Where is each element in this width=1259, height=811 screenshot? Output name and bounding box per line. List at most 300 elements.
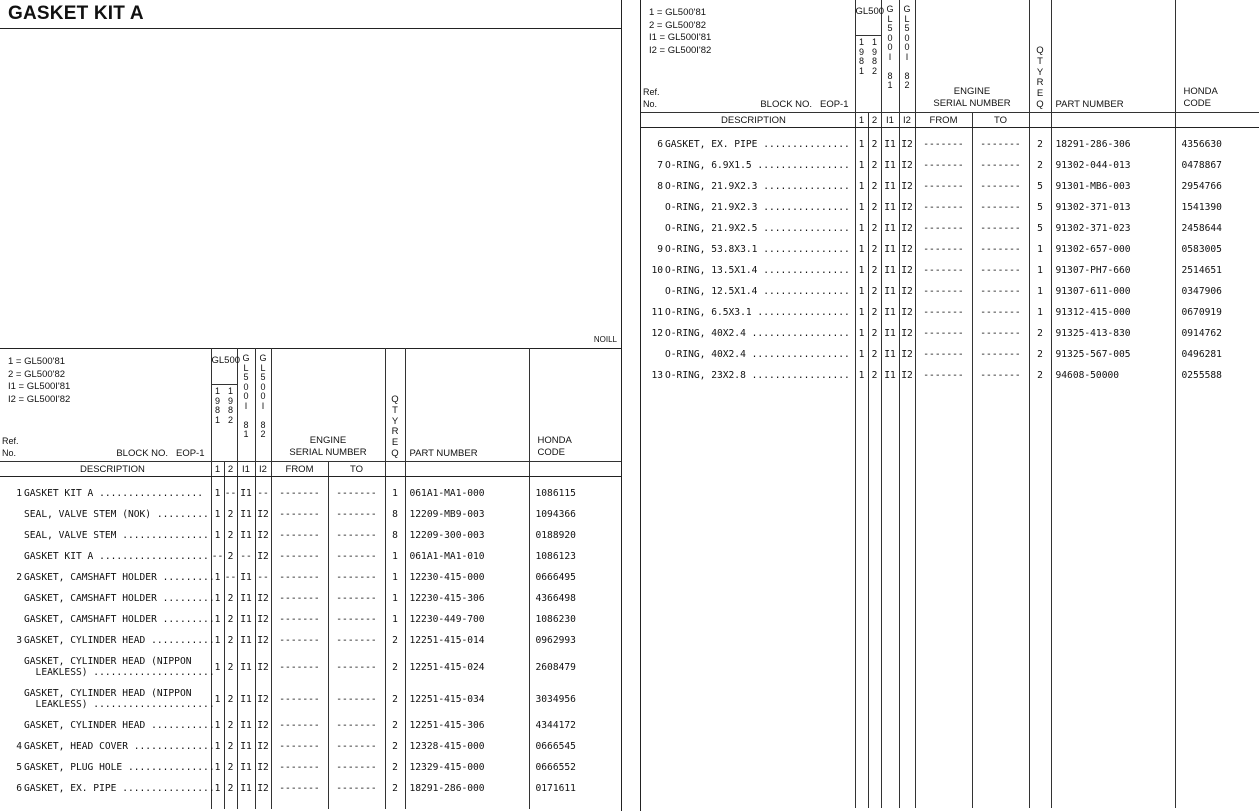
description-text: GASKET, CYLINDER HEAD (NIPPON: [24, 688, 192, 699]
quantity: 2: [1029, 323, 1051, 344]
model-gl500-header: [855, 0, 885, 113]
applies-gl500-81: 1: [211, 715, 224, 736]
model-gl500i-81-label: G L 5 0 0 I 8 1: [886, 4, 894, 90]
quantity: 2: [385, 630, 405, 651]
quantity: 1: [1029, 239, 1051, 260]
honda-code-header: [1175, 0, 1259, 113]
quantity: 1: [1029, 281, 1051, 302]
part-number: 91302-657-000: [1051, 239, 1175, 260]
page-title: GASKET KIT A: [8, 3, 144, 24]
to-header: TO: [328, 462, 385, 477]
part-number: 91302-044-013: [1051, 155, 1175, 176]
table-row: [641, 344, 1259, 365]
serial-to: -------: [972, 365, 1029, 386]
honda-code-col-header: [1175, 113, 1259, 128]
quantity: 2: [385, 736, 405, 757]
filler-cell: [385, 799, 405, 809]
applies-gl500-81: 1: [855, 281, 868, 302]
honda-code: 0670919: [1175, 302, 1259, 323]
serial-to: -------: [328, 609, 385, 630]
serial-from: -------: [271, 609, 328, 630]
quantity: 2: [385, 778, 405, 799]
req-label: R E Q: [391, 426, 399, 459]
applies-gl500-82: 2: [224, 736, 237, 757]
description-text: GASKET, HEAD COVER ..............: [24, 741, 215, 752]
to-header: TO: [972, 113, 1029, 128]
quantity: 2: [1029, 365, 1051, 386]
serial-to: -------: [972, 344, 1029, 365]
applies-gl500i-82: I2: [899, 281, 915, 302]
quantity: 2: [385, 715, 405, 736]
applies-gl500-81: 1: [211, 757, 224, 778]
ref-number: 7: [657, 160, 663, 171]
quantity: 1: [385, 483, 405, 504]
applies-gl500-81: 1: [855, 134, 868, 155]
applies-gl500-82: 2: [868, 197, 881, 218]
applies-gl500i-82: --: [255, 483, 271, 504]
filler-cell: [855, 386, 868, 808]
filler-cell: [915, 386, 972, 808]
applies-gl500i-81: I1: [237, 778, 255, 799]
description-text: GASKET KIT A ...................: [24, 551, 209, 562]
ref-no-header: Ref. No.: [2, 436, 19, 458]
table-row: [641, 281, 1259, 302]
quantity: 1: [1029, 260, 1051, 281]
table-row: [641, 218, 1259, 239]
description-text: O-RING, 40X2.4 .................: [665, 328, 850, 339]
applies-gl500i-81: I1: [237, 504, 255, 525]
quantity: 8: [385, 504, 405, 525]
table-row: [0, 588, 621, 609]
table-row: [641, 365, 1259, 386]
description-text: GASKET, CAMSHAFT HOLDER .........: [24, 614, 215, 625]
filler-cell: [868, 386, 881, 808]
part-number: 91312-415-000: [1051, 302, 1175, 323]
applies-gl500-81: 1: [855, 176, 868, 197]
applies-gl500i-81: I1: [881, 218, 899, 239]
description-text: SEAL, VALVE STEM ...............: [24, 530, 209, 541]
quantity: 1: [1029, 302, 1051, 323]
serial-to: -------: [972, 239, 1029, 260]
serial-to: -------: [972, 323, 1029, 344]
part-number: 061A1-MA1-000: [405, 483, 529, 504]
description-header: DESCRIPTION: [641, 113, 855, 128]
serial-to: -------: [328, 778, 385, 799]
applies-gl500i-82: I2: [255, 683, 271, 715]
part-number: 12230-449-700: [405, 609, 529, 630]
table-row: [641, 134, 1259, 155]
serial-from: -------: [915, 134, 972, 155]
table-row: [641, 260, 1259, 281]
year-1982: 1 9 8 2: [871, 37, 877, 76]
honda-code: 4344172: [529, 715, 621, 736]
applies-gl500i-81: I1: [881, 323, 899, 344]
col-2-header: 2: [224, 462, 237, 477]
ref-number: 3: [16, 635, 22, 646]
applies-gl500i-81: I1: [237, 588, 255, 609]
applies-gl500i-81: --: [237, 546, 255, 567]
header-description-block: [641, 0, 855, 113]
row-description: [0, 609, 215, 630]
qty-req-header: [1029, 0, 1051, 113]
model-gl500-label: GL500: [855, 6, 885, 17]
applies-gl500-81: 1: [211, 567, 224, 588]
header-description-block: [0, 349, 211, 462]
block-number: BLOCK NO. EOP-1: [760, 99, 849, 110]
honda-code: 2608479: [529, 651, 621, 683]
legend-line: 2 = GL500'82: [8, 368, 66, 380]
applies-gl500i-82: I2: [899, 197, 915, 218]
description-continuation: LEAKLESS) .....................: [24, 667, 215, 678]
applies-gl500i-82: I2: [899, 176, 915, 197]
col-i2-header: I2: [899, 113, 915, 128]
row-description: [0, 683, 215, 715]
description-text: O-RING, 21.9X2.5 ...............: [665, 223, 850, 234]
serial-from: -------: [271, 736, 328, 757]
table-row: [0, 567, 621, 588]
row-description: [641, 197, 855, 218]
applies-gl500-82: 2: [868, 365, 881, 386]
serial-from: -------: [271, 651, 328, 683]
legend-line: I1 = GL500I'81: [8, 381, 71, 392]
applies-gl500-82: 2: [224, 757, 237, 778]
applies-gl500i-81: I1: [237, 715, 255, 736]
applies-gl500i-82: I2: [899, 344, 915, 365]
applies-gl500-82: 2: [224, 651, 237, 683]
applies-gl500-82: 2: [868, 239, 881, 260]
serial-to: -------: [328, 715, 385, 736]
col-1-header: 1: [211, 462, 224, 477]
col-2-header: 2: [868, 113, 881, 128]
honda-code-label: HONDA CODE: [1183, 86, 1218, 109]
filler-cell: [899, 386, 915, 808]
table-row: [641, 197, 1259, 218]
description-text: GASKET, EX. PIPE ................: [24, 783, 215, 794]
model-gl500i-82-label: G L 5 0 0 I 8 2: [259, 353, 267, 439]
applies-gl500-81: 1: [211, 525, 224, 546]
honda-code: 2458644: [1175, 218, 1259, 239]
applies-gl500i-82: I2: [255, 778, 271, 799]
filler-cell: [1051, 386, 1175, 808]
applies-gl500-81: 1: [211, 609, 224, 630]
col-1-header: 1: [855, 113, 868, 128]
part-number: 12209-MB9-003: [405, 504, 529, 525]
ref-number: 5: [16, 762, 22, 773]
applies-gl500i-82: I2: [899, 155, 915, 176]
serial-from: -------: [915, 344, 972, 365]
applies-gl500-82: 2: [868, 260, 881, 281]
applies-gl500i-81: I1: [881, 344, 899, 365]
applies-gl500-82: 2: [868, 218, 881, 239]
model-legend: [649, 7, 711, 57]
serial-from: -------: [915, 197, 972, 218]
part-number: 94608-50000: [1051, 365, 1175, 386]
table-row: [0, 757, 621, 778]
part-number-header: [1051, 0, 1175, 113]
applies-gl500i-82: I2: [255, 588, 271, 609]
applies-gl500i-82: I2: [899, 260, 915, 281]
part-number: 91307-611-000: [1051, 281, 1175, 302]
parts-table: [641, 0, 1259, 808]
honda-code: 1086230: [529, 609, 621, 630]
table-row: [0, 651, 621, 683]
applies-gl500-81: 1: [855, 302, 868, 323]
applies-gl500-82: 2: [224, 504, 237, 525]
model-divider: [856, 35, 881, 36]
description-text: O-RING, 53.8X3.1 ...............: [665, 244, 850, 255]
table-row: [0, 630, 621, 651]
applies-gl500i-82: I2: [255, 736, 271, 757]
row-description: [0, 630, 215, 651]
part-number: 12251-415-306: [405, 715, 529, 736]
table-row: [0, 683, 621, 715]
serial-to: -------: [328, 757, 385, 778]
filler-cell: [255, 799, 271, 809]
serial-to: -------: [328, 567, 385, 588]
row-description: [641, 155, 855, 176]
applies-gl500i-82: I2: [255, 757, 271, 778]
honda-code: 0914762: [1175, 323, 1259, 344]
quantity: 5: [1029, 176, 1051, 197]
col-i1-header: I1: [237, 462, 255, 477]
serial-to: -------: [972, 176, 1029, 197]
honda-code: 0666495: [529, 567, 621, 588]
table-row: [0, 483, 621, 504]
serial-from: -------: [271, 567, 328, 588]
applies-gl500i-81: I1: [881, 260, 899, 281]
engine-serial-header: [915, 0, 1029, 113]
ref-number: 11: [651, 307, 663, 318]
applies-gl500i-81: I1: [237, 483, 255, 504]
table-row: [641, 155, 1259, 176]
row-description: [641, 281, 855, 302]
quantity: 1: [385, 546, 405, 567]
part-number: 91325-413-830: [1051, 323, 1175, 344]
applies-gl500-82: 2: [224, 715, 237, 736]
serial-to: -------: [972, 302, 1029, 323]
applies-gl500i-81: I1: [237, 651, 255, 683]
honda-code-label: HONDA CODE: [537, 435, 572, 458]
description-text: O-RING, 13.5X1.4 ...............: [665, 265, 850, 276]
serial-from: -------: [271, 757, 328, 778]
part-number: 061A1-MA1-010: [405, 546, 529, 567]
filler-cell: [641, 386, 855, 808]
applies-gl500-82: 2: [868, 134, 881, 155]
quantity: 1: [385, 609, 405, 630]
filler-cell: [881, 386, 899, 808]
description-text: O-RING, 12.5X1.4 ...............: [665, 286, 850, 297]
right-catalog-page: [640, 0, 1258, 811]
model-gl500i-81-header: [237, 349, 255, 462]
serial-to: -------: [328, 588, 385, 609]
serial-to: -------: [328, 630, 385, 651]
year-1981: 1 9 8 1: [214, 386, 220, 425]
legend-line: I1 = GL500I'81: [649, 32, 712, 43]
honda-code: 0171611: [529, 778, 621, 799]
description-text: GASKET, PLUG HOLE ...............: [24, 762, 215, 773]
applies-gl500-81: 1: [211, 504, 224, 525]
serial-from: -------: [271, 778, 328, 799]
serial-from: -------: [915, 218, 972, 239]
part-number: 91307-PH7-660: [1051, 260, 1175, 281]
title-bar: [0, 0, 621, 29]
part-number: 12251-415-034: [405, 683, 529, 715]
row-description: [0, 651, 215, 683]
honda-code: 0255588: [1175, 365, 1259, 386]
year-1981: 1 9 8 1: [858, 37, 864, 76]
serial-to: -------: [328, 546, 385, 567]
description-text: GASKET, CAMSHAFT HOLDER .........: [24, 572, 215, 583]
applies-gl500-81: 1: [211, 588, 224, 609]
part-number: 12328-415-000: [405, 736, 529, 757]
description-text: O-RING, 21.9X2.3 ...............: [665, 181, 850, 192]
honda-code: 0583005: [1175, 239, 1259, 260]
ref-number: 13: [651, 370, 663, 381]
quantity: 2: [1029, 344, 1051, 365]
engine-serial-header: [271, 349, 385, 462]
table-row: [0, 609, 621, 630]
legend-line: 2 = GL500'82: [649, 19, 707, 31]
applies-gl500-81: 1: [855, 323, 868, 344]
honda-code: 3034956: [529, 683, 621, 715]
quantity: 2: [1029, 134, 1051, 155]
serial-to: -------: [972, 155, 1029, 176]
legend-line: 1 = GL500'81: [8, 356, 66, 367]
applies-gl500-81: 1: [211, 630, 224, 651]
applies-gl500i-81: I1: [881, 197, 899, 218]
row-description: [0, 588, 215, 609]
row-description: [641, 344, 855, 365]
table-row: [0, 525, 621, 546]
honda-code: 0188920: [529, 525, 621, 546]
honda-code: 0496281: [1175, 344, 1259, 365]
serial-to: -------: [972, 281, 1029, 302]
qty-col-header: [1029, 113, 1051, 128]
applies-gl500i-82: I2: [255, 504, 271, 525]
applies-gl500i-81: I1: [237, 683, 255, 715]
row-description: [0, 525, 211, 546]
honda-code: 0478867: [1175, 155, 1259, 176]
applies-gl500-81: 1: [211, 736, 224, 757]
part-number: 91302-371-023: [1051, 218, 1175, 239]
quantity: 2: [1029, 155, 1051, 176]
row-description: [641, 323, 855, 344]
description-text: GASKET, CYLINDER HEAD (NIPPON: [24, 656, 192, 667]
applies-gl500i-81: I1: [237, 630, 255, 651]
serial-from: -------: [271, 630, 328, 651]
ref-number: 2: [16, 572, 22, 583]
block-number: BLOCK NO. EOP-1: [116, 448, 205, 459]
serial-from: -------: [915, 365, 972, 386]
applies-gl500-81: 1: [855, 155, 868, 176]
qty-label: Q T Y: [391, 394, 399, 427]
applies-gl500-82: 2: [868, 155, 881, 176]
serial-from: -------: [915, 323, 972, 344]
part-number: 12329-415-000: [405, 757, 529, 778]
row-description: [641, 302, 855, 323]
applies-gl500-81: 1: [855, 239, 868, 260]
applies-gl500-82: 2: [868, 344, 881, 365]
table-row: [0, 546, 621, 567]
description-continuation: LEAKLESS) .....................: [24, 699, 215, 710]
applies-gl500i-82: I2: [899, 134, 915, 155]
description-text: SEAL, VALVE STEM (NOK) .........: [24, 509, 209, 520]
quantity: 5: [1029, 197, 1051, 218]
serial-to: -------: [972, 197, 1029, 218]
applies-gl500-82: 2: [868, 281, 881, 302]
serial-from: -------: [271, 715, 328, 736]
honda-code: 0962993: [529, 630, 621, 651]
applies-gl500-82: 2: [224, 588, 237, 609]
part-number: 91302-371-013: [1051, 197, 1175, 218]
serial-to: -------: [328, 525, 385, 546]
applies-gl500-82: 2: [224, 609, 237, 630]
description-text: GASKET, EX. PIPE ...............: [665, 139, 850, 150]
applies-gl500-81: 1: [855, 197, 868, 218]
description-text: O-RING, 6.5X3.1 ................: [665, 307, 850, 318]
applies-gl500i-81: I1: [881, 155, 899, 176]
ref-number: 12: [651, 328, 663, 339]
description-text: O-RING, 23X2.8 .................: [665, 370, 850, 381]
qty-col-header: [385, 462, 405, 477]
quantity: 1: [385, 588, 405, 609]
applies-gl500i-81: I1: [881, 239, 899, 260]
model-gl500i-81-header: [881, 0, 899, 113]
ref-number: 6: [657, 139, 663, 150]
applies-gl500i-81: I1: [881, 134, 899, 155]
honda-code: 4366498: [529, 588, 621, 609]
model-gl500-label: GL500: [211, 355, 241, 366]
part-number: 18291-286-306: [1051, 134, 1175, 155]
col-i2-header: I2: [255, 462, 271, 477]
part-number: 12251-415-014: [405, 630, 529, 651]
legend-line: I2 = GL500I'82: [8, 393, 71, 405]
applies-gl500i-82: I2: [255, 546, 271, 567]
applies-gl500i-82: I2: [255, 525, 271, 546]
honda-code-col-header: [529, 462, 621, 477]
part-number: 91325-567-005: [1051, 344, 1175, 365]
part-number: 18291-286-000: [405, 778, 529, 799]
table-row: [641, 176, 1259, 197]
part-number: 12230-415-306: [405, 588, 529, 609]
serial-to: -------: [972, 260, 1029, 281]
ref-no-header: Ref. No.: [643, 87, 660, 109]
applies-gl500-82: 2: [868, 176, 881, 197]
filler-cell: [529, 799, 621, 809]
filler-cell: [271, 799, 328, 809]
serial-from: -------: [271, 525, 328, 546]
quantity: 2: [385, 683, 405, 715]
part-number: 12209-300-003: [405, 525, 529, 546]
applies-gl500-81: 1: [211, 778, 224, 799]
applies-gl500i-82: I2: [255, 609, 271, 630]
applies-gl500i-81: I1: [237, 736, 255, 757]
applies-gl500-82: 2: [868, 323, 881, 344]
quantity: 8: [385, 525, 405, 546]
row-description: [641, 260, 855, 281]
model-legend: [8, 356, 70, 406]
applies-gl500-82: 2: [224, 778, 237, 799]
description-text: GASKET, CAMSHAFT HOLDER .........: [24, 593, 215, 604]
filler-cell: [405, 799, 529, 809]
applies-gl500i-82: I2: [899, 302, 915, 323]
applies-gl500-82: 2: [224, 525, 237, 546]
applies-gl500-81: 1: [211, 651, 224, 683]
honda-code: 1541390: [1175, 197, 1259, 218]
illustration-area: [0, 29, 621, 347]
applies-gl500-81: 1: [855, 344, 868, 365]
serial-from: -------: [915, 260, 972, 281]
